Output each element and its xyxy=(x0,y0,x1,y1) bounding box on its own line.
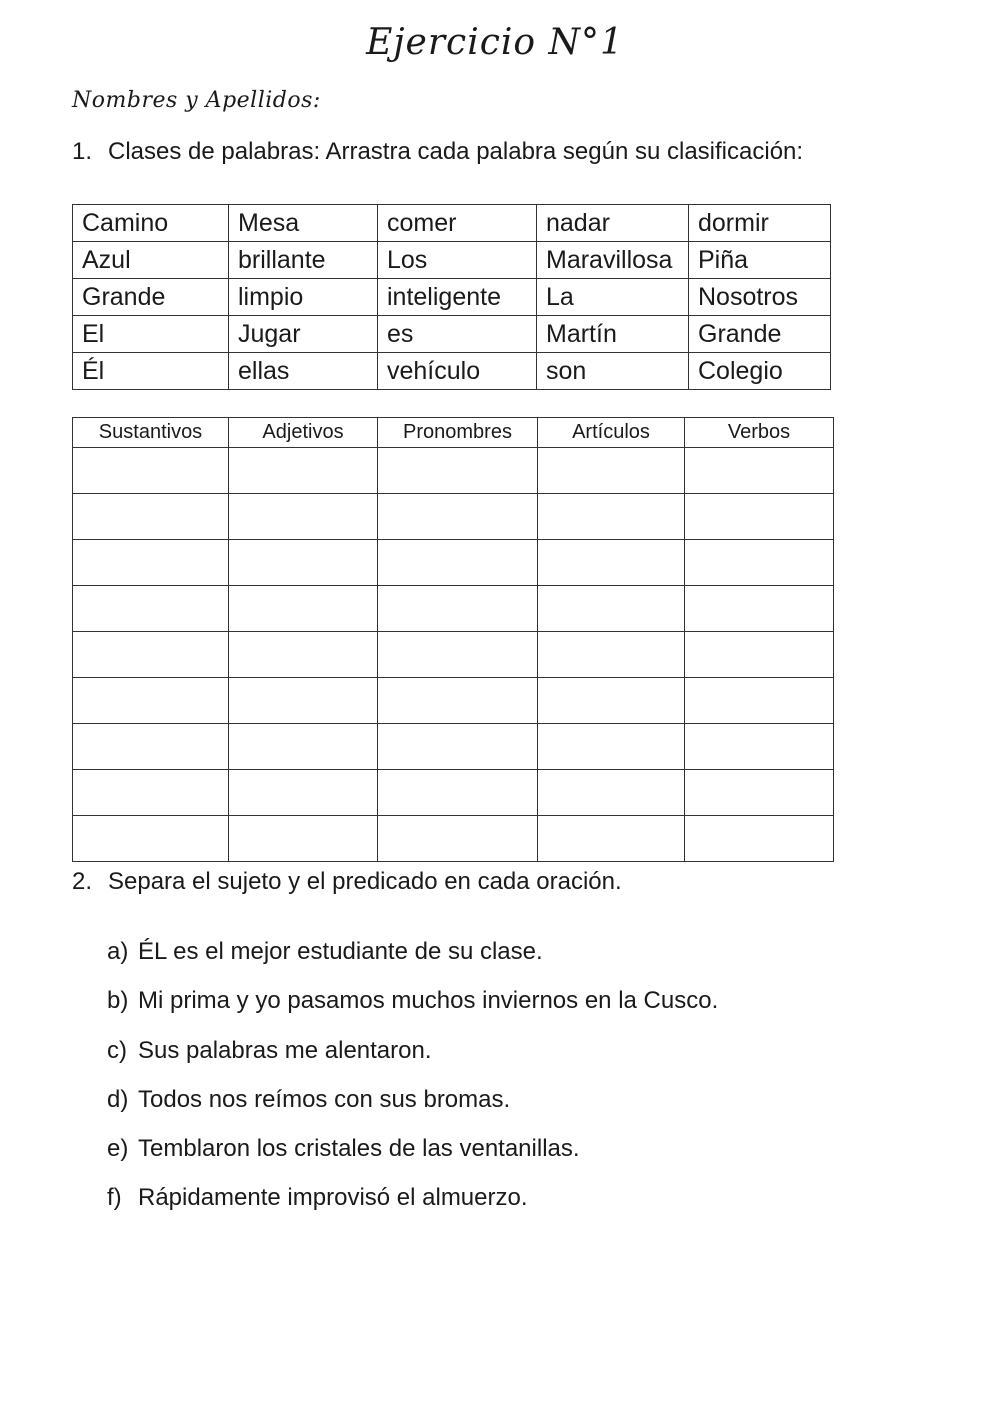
drop-zone-cell[interactable] xyxy=(73,448,229,494)
drop-zone-cell[interactable] xyxy=(378,494,538,540)
drop-zone-cell[interactable] xyxy=(538,678,685,724)
drop-zone-cell[interactable] xyxy=(73,678,229,724)
drop-zone-cell[interactable] xyxy=(378,724,538,770)
drop-zone-cell[interactable] xyxy=(538,540,685,586)
drop-zone-cell[interactable] xyxy=(229,724,378,770)
drop-zone-cell[interactable] xyxy=(685,770,834,816)
word-bank-table xyxy=(72,204,831,390)
drop-zone-cell[interactable] xyxy=(229,678,378,724)
category-header: Pronombres xyxy=(378,418,538,448)
drop-zone-cell[interactable] xyxy=(73,632,229,678)
draggable-word[interactable]: Jugar xyxy=(229,316,378,353)
word-bank-row xyxy=(73,205,831,242)
sentence-text[interactable]: Todos nos reímos con sus bromas. xyxy=(138,1086,511,1113)
word-bank-row xyxy=(73,353,831,390)
drop-zone-cell[interactable] xyxy=(73,494,229,540)
draggable-word[interactable]: Camino xyxy=(73,205,229,242)
draggable-word[interactable]: Maravillosa xyxy=(537,242,689,279)
drop-zone-cell[interactable] xyxy=(229,632,378,678)
drop-zone-cell[interactable] xyxy=(685,724,834,770)
draggable-word[interactable]: comer xyxy=(378,205,537,242)
draggable-word[interactable]: dormir xyxy=(689,205,831,242)
drop-row xyxy=(73,632,834,678)
category-header: Sustantivos xyxy=(73,418,229,448)
drop-zone-cell[interactable] xyxy=(685,586,834,632)
drop-zone-cell[interactable] xyxy=(73,724,229,770)
sentence-letter: c) xyxy=(107,1037,127,1064)
draggable-word[interactable]: Grande xyxy=(73,279,229,316)
classification-table xyxy=(72,417,834,862)
drop-zone-cell[interactable] xyxy=(685,816,834,862)
draggable-word[interactable]: es xyxy=(378,316,537,353)
drop-zone-cell[interactable] xyxy=(378,586,538,632)
draggable-word[interactable]: Él xyxy=(73,353,229,390)
draggable-word[interactable]: Martín xyxy=(537,316,689,353)
drop-row xyxy=(73,586,834,632)
drop-zone-cell[interactable] xyxy=(378,540,538,586)
sentence-text[interactable]: ÉL es el mejor estudiante de su clase. xyxy=(138,938,543,965)
draggable-word[interactable]: Azul xyxy=(73,242,229,279)
category-header: Adjetivos xyxy=(229,418,378,448)
drop-zone-cell[interactable] xyxy=(229,540,378,586)
drop-zone-cell[interactable] xyxy=(685,540,834,586)
draggable-word[interactable]: brillante xyxy=(229,242,378,279)
drop-row xyxy=(73,448,834,494)
names-label: Nombres y Apellidos: xyxy=(72,88,321,113)
draggable-word[interactable]: limpio xyxy=(229,279,378,316)
drop-row xyxy=(73,678,834,724)
drop-zone-cell[interactable] xyxy=(73,586,229,632)
drop-zone-cell[interactable] xyxy=(229,448,378,494)
drop-zone-cell[interactable] xyxy=(538,816,685,862)
draggable-word[interactable]: ellas xyxy=(229,353,378,390)
word-bank-row xyxy=(73,242,831,279)
drop-zone-cell[interactable] xyxy=(685,448,834,494)
sentence-letter: b) xyxy=(107,987,129,1014)
draggable-word[interactable]: Piña xyxy=(689,242,831,279)
drop-row xyxy=(73,816,834,862)
drop-zone-cell[interactable] xyxy=(685,678,834,724)
drop-zone-cell[interactable] xyxy=(229,770,378,816)
category-header: Verbos xyxy=(685,418,834,448)
drop-zone-cell[interactable] xyxy=(378,632,538,678)
draggable-word[interactable]: Los xyxy=(378,242,537,279)
drop-zone-cell[interactable] xyxy=(538,586,685,632)
draggable-word[interactable]: nadar xyxy=(537,205,689,242)
question-text: Clases de palabras: Arrastra cada palabra según su clasificación: xyxy=(108,138,804,165)
drop-zone-cell[interactable] xyxy=(73,816,229,862)
drop-zone-cell[interactable] xyxy=(229,816,378,862)
drop-row xyxy=(73,770,834,816)
category-header: Artículos xyxy=(538,418,685,448)
drop-zone-cell[interactable] xyxy=(538,494,685,540)
sentence-letter: e) xyxy=(107,1135,129,1162)
drop-zone-cell[interactable] xyxy=(685,494,834,540)
draggable-word[interactable]: vehículo xyxy=(378,353,537,390)
word-bank-row xyxy=(73,316,831,353)
page-title: Ejercicio N°1 xyxy=(366,22,624,63)
sentence-letter: a) xyxy=(107,938,129,965)
drop-zone-cell[interactable] xyxy=(378,678,538,724)
drop-zone-cell[interactable] xyxy=(538,448,685,494)
sentence-text[interactable]: Temblaron los cristales de las ventanillas. xyxy=(138,1135,580,1162)
drop-zone-cell[interactable] xyxy=(538,632,685,678)
drop-zone-cell[interactable] xyxy=(378,448,538,494)
drop-zone-cell[interactable] xyxy=(229,494,378,540)
drop-row xyxy=(73,540,834,586)
drop-zone-cell[interactable] xyxy=(378,816,538,862)
drop-zone-cell[interactable] xyxy=(229,586,378,632)
draggable-word[interactable]: inteligente xyxy=(378,279,537,316)
drop-zone-cell[interactable] xyxy=(685,632,834,678)
draggable-word[interactable]: La xyxy=(537,279,689,316)
drop-zone-cell[interactable] xyxy=(73,770,229,816)
drop-zone-cell[interactable] xyxy=(73,540,229,586)
sentence-text[interactable]: Mi prima y yo pasamos muchos inviernos en la Cusco. xyxy=(138,987,719,1014)
drop-zone-cell[interactable] xyxy=(538,770,685,816)
sentence-text[interactable]: Rápidamente improvisó el almuerzo. xyxy=(138,1184,528,1211)
sentence-letter: d) xyxy=(107,1086,129,1113)
drop-row xyxy=(73,494,834,540)
drop-zone-cell[interactable] xyxy=(378,770,538,816)
draggable-word[interactable]: Mesa xyxy=(229,205,378,242)
word-bank-row xyxy=(73,279,831,316)
drop-zone-cell[interactable] xyxy=(538,724,685,770)
sentence-text[interactable]: Sus palabras me alentaron. xyxy=(138,1037,432,1064)
draggable-word[interactable]: Colegio xyxy=(689,353,831,390)
draggable-word[interactable]: Nosotros xyxy=(689,279,831,316)
draggable-word[interactable]: Grande xyxy=(689,316,831,353)
question-text: Separa el sujeto y el predicado en cada oración. xyxy=(108,868,622,895)
draggable-word[interactable]: son xyxy=(537,353,689,390)
sentence-letter: f) xyxy=(107,1184,122,1211)
drop-row xyxy=(73,724,834,770)
question-number: 1. xyxy=(72,138,93,165)
draggable-word[interactable]: El xyxy=(73,316,229,353)
question-number: 2. xyxy=(72,868,93,895)
